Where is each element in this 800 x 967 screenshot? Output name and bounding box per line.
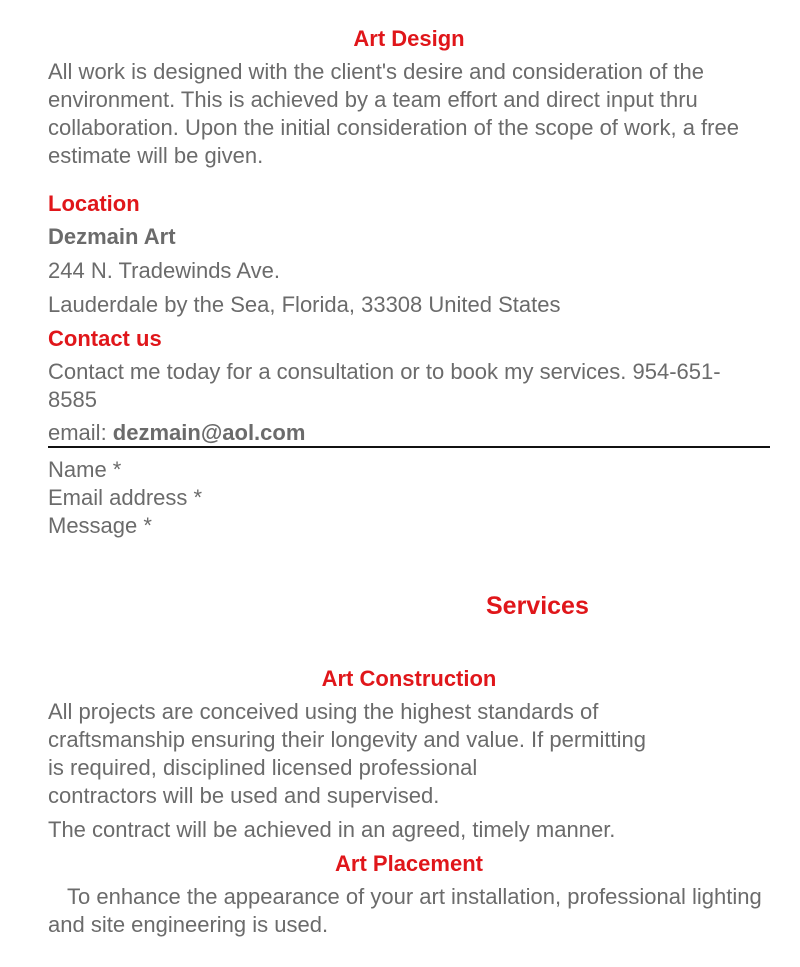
contact-text: Contact me today for a consultation or to book my services. 954-651-8585 [48, 359, 721, 412]
construction-line-1: All projects are conceived using the highest standards of [48, 699, 599, 724]
art-construction-heading: Art Construction [321, 666, 497, 691]
construction-line-4: contractors will be used and supervised. [48, 783, 440, 808]
email-line [48, 420, 770, 448]
message-field-label[interactable]: Message * [48, 513, 152, 538]
address-street: 244 N. Tradewinds Ave. [48, 258, 280, 283]
email-label: email: [48, 420, 113, 445]
art-placement-heading: Art Placement [335, 851, 483, 876]
construction-line-2: craftsmanship ensuring their longevity and value. If permitting [48, 727, 646, 752]
art-design-text: All work is designed with the client's desire and consideration of the environment. This is achieved by a team effort and direct input thru collaboration. Upon the initial consideration of the scope of work, a free estimate will be given. [48, 59, 739, 168]
name-field-label[interactable]: Name * [48, 457, 122, 482]
services-heading: Services [486, 592, 589, 620]
email-field-label[interactable]: Email address * [48, 485, 203, 510]
location-heading: Location [48, 191, 140, 216]
art-design-heading: Art Design [353, 26, 465, 51]
construction-line-3: is required, disciplined licensed professional [48, 755, 478, 780]
company-name: Dezmain Art [48, 224, 176, 249]
contact-form [48, 456, 770, 540]
email-link[interactable]: dezmain@aol.com [112, 420, 306, 445]
contact-heading: Contact us [48, 326, 162, 351]
address-city: Lauderdale by the Sea, Florida, 33308 United States [48, 292, 561, 317]
art-construction-text [48, 698, 728, 810]
art-placement-text: To enhance the appearance of your art installation, professional lighting and site engineering is used. [48, 884, 762, 937]
contract-text: The contract will be achieved in an agreed, timely manner. [48, 817, 616, 842]
